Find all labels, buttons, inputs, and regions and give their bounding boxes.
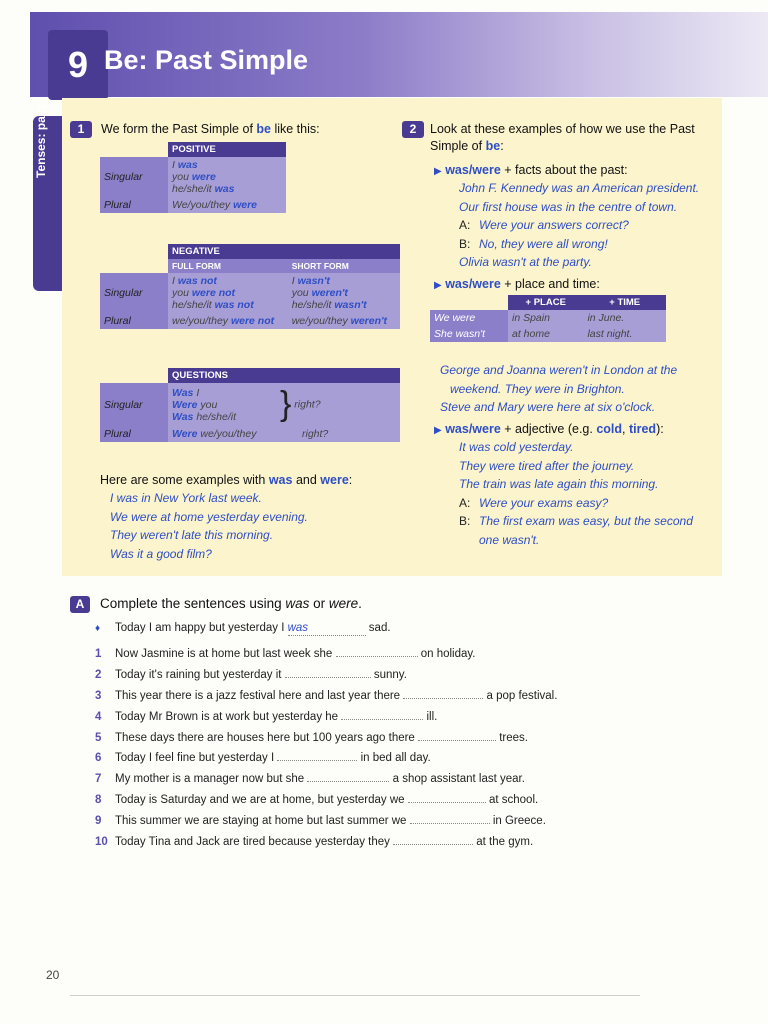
negative-cell: we/you/they weren't	[288, 313, 400, 329]
questions-cell: } right?	[276, 383, 400, 426]
answer-blank[interactable]	[336, 643, 418, 657]
exercise-item	[95, 831, 533, 849]
example-sentence: George and Joanna weren't in London at the	[440, 363, 678, 377]
exercise-item-text: sad.	[365, 622, 391, 634]
exercise-item-text: at the gym.	[473, 836, 534, 848]
exercise-item-text: These days there are houses here but 100 years ago there	[115, 731, 419, 744]
answer-blank[interactable]	[341, 706, 423, 720]
answer-blank[interactable]	[277, 747, 357, 761]
exercise-item	[95, 664, 407, 682]
negative-col-short: SHORT FORM	[288, 259, 400, 273]
example-sentence: Olivia wasn't at the party.	[459, 255, 592, 269]
exercise-item-number: 4	[95, 710, 102, 723]
example-sentence: I was in New York last week.	[110, 491, 262, 505]
exercise-item-text: in bed all day.	[357, 752, 431, 765]
exercise-item	[95, 643, 476, 661]
place-cell: at home	[508, 326, 583, 342]
answer-blank[interactable]	[418, 727, 496, 741]
example-sentence: They were tired after the journey.	[459, 458, 635, 473]
questions-cell: Were we/you/they	[168, 426, 276, 442]
triangle-bullet-icon: ▶	[434, 425, 442, 436]
negative-cell: we/you/they were not	[168, 313, 288, 329]
positive-row-label: Plural	[100, 197, 168, 213]
example-sentence: The train was late again this morning.	[459, 477, 659, 491]
exercise-item-text: in Greece.	[489, 815, 546, 828]
exercise-item	[95, 810, 546, 828]
exercise-a-label: A	[70, 596, 90, 613]
curly-brace-icon: }	[280, 385, 292, 423]
example-sentence: weekend. They were in Brighton.	[450, 381, 625, 396]
questions-cell: Was I Were you Was he/she/it	[168, 383, 276, 426]
chapter-number: 9	[48, 30, 108, 100]
answer-blank[interactable]	[403, 685, 483, 699]
negative-table	[100, 244, 400, 329]
exercise-item	[95, 747, 431, 765]
exercise-item-text: trees.	[496, 731, 528, 744]
exercise-item-number: 6	[95, 752, 102, 765]
exercise-item-number: 1	[95, 647, 102, 660]
exercise-item-text: a pop festival.	[483, 689, 558, 702]
exercise-item	[95, 622, 391, 640]
positive-cell: We/you/they were	[168, 197, 286, 213]
exercise-item	[95, 727, 528, 745]
exercise-a-title: Complete the sentences using was or were.	[100, 596, 362, 611]
exercise-item-text: My mother is a manager now but she	[115, 773, 308, 786]
answer-blank[interactable]	[408, 789, 486, 803]
section-1-intro: We form the Past Simple of be like this:	[101, 122, 320, 136]
positive-cell: I was you were he/she/it was	[168, 157, 286, 197]
section-2-number: 2	[402, 121, 424, 138]
dialog-line: A: Were your answers correct?	[459, 218, 629, 232]
answer-text: was	[287, 622, 309, 634]
positive-table	[100, 142, 286, 213]
dialog-line: B: The first exam was easy, but the second	[459, 514, 693, 528]
negative-row-label: Singular	[100, 273, 168, 313]
exercise-item-text: on holiday.	[417, 647, 476, 660]
questions-row-label: Plural	[100, 426, 168, 442]
exercise-item	[95, 789, 538, 807]
exercise-item	[95, 706, 437, 724]
questions-row-label: Singular	[100, 383, 168, 426]
exercise-item-number: 9	[95, 815, 102, 828]
bullet-place-time: ▶ was/were + place and time:	[434, 277, 600, 291]
answer-blank[interactable]	[285, 664, 371, 678]
dialog-line: B: No, they were all wrong!	[459, 236, 608, 251]
exercise-item-number: 2	[95, 668, 102, 681]
exercise-item-text: ill.	[423, 710, 438, 723]
place-cell: in Spain	[508, 310, 583, 326]
exercise-item-text: This year there is a jazz festival here and last year there	[115, 689, 404, 702]
example-sentence: one wasn't.	[479, 532, 540, 547]
exercise-item-number: 5	[95, 731, 102, 744]
facts-examples	[459, 179, 699, 272]
time-cell: in June.	[583, 310, 666, 326]
chapter-title: Be: Past Simple	[104, 45, 309, 75]
exercise-item-number: ♦	[95, 623, 101, 634]
triangle-bullet-icon: ▶	[434, 166, 442, 177]
example-sentence: John F. Kennedy was an American president.	[459, 181, 700, 195]
bullet-adjective: ▶ was/were + adjective (e.g. cold, tired):	[434, 422, 664, 436]
example-sentence: Our first house was in the centre of town.	[459, 199, 678, 214]
footer-divider	[70, 995, 640, 996]
example-sentence: We were at home yesterday evening.	[110, 509, 308, 524]
questions-cell: right?	[276, 426, 400, 442]
section-1-number: 1	[70, 121, 92, 138]
exercise-item	[95, 685, 557, 703]
place-header: + PLACE	[508, 295, 583, 310]
time-header: + TIME	[583, 295, 666, 310]
place-time-subject: We were	[430, 310, 508, 326]
place-examples	[440, 361, 677, 417]
example-sentence: It was cold yesterday.	[459, 440, 574, 454]
exercise-item-number: 3	[95, 689, 102, 702]
exercise-item-text: sunny.	[370, 668, 407, 681]
example-sentence: Was it a good film?	[110, 546, 212, 561]
exercise-item-text: Now Jasmine is at home but last week she	[115, 647, 336, 660]
answer-blank[interactable]	[288, 622, 366, 636]
exercise-item-text: Today is Saturday and we are at home, but yesterday we	[115, 794, 408, 807]
exercise-item	[95, 768, 525, 786]
exercise-item-number: 7	[95, 773, 102, 786]
exercise-item-text: Today I feel fine but yesterday I	[115, 752, 278, 765]
exercise-item-text: Today Tina and Jack are tired because yesterday they	[115, 836, 394, 848]
exercise-item-text: Today it's raining but yesterday it	[115, 668, 285, 681]
questions-title: QUESTIONS	[168, 368, 400, 383]
example-sentence: They weren't late this morning.	[110, 528, 274, 542]
negative-title: NEGATIVE	[168, 244, 400, 259]
place-time-subject: She wasn't	[430, 326, 508, 342]
side-tab-label: Tenses: past	[34, 105, 48, 178]
adjective-examples	[459, 438, 693, 549]
answer-blank[interactable]	[307, 768, 389, 782]
exercise-item-text: Today I am happy but yesterday I	[115, 622, 288, 634]
section-2-intro: Look at these examples of how we use the Past Simple of be:	[430, 122, 695, 153]
answer-blank[interactable]	[393, 831, 473, 845]
negative-cell: I wasn't you weren't he/she/it wasn't	[288, 273, 400, 313]
exercise-item-number: 10	[95, 836, 108, 848]
dialog-line: A: Were your exams easy?	[459, 495, 609, 510]
answer-blank[interactable]	[410, 810, 490, 824]
place-time-table	[430, 295, 666, 342]
section-1-examples	[110, 489, 308, 563]
negative-cell: I was not you were not he/she/it was not	[168, 273, 288, 313]
negative-row-label: Plural	[100, 313, 168, 329]
exercise-item-text: at school.	[485, 794, 539, 807]
questions-table	[100, 368, 400, 442]
triangle-bullet-icon: ▶	[434, 280, 442, 291]
time-cell: last night.	[583, 326, 666, 342]
exercise-item-text: This summer we are staying at home but last summer we	[115, 815, 410, 828]
positive-title: POSITIVE	[168, 142, 286, 157]
example-sentence: Steve and Mary were here at six o'clock.	[440, 400, 656, 414]
page-number: 20	[46, 968, 60, 982]
exercise-item-text: a shop assistant last year.	[389, 773, 525, 786]
positive-row-label: Singular	[100, 157, 168, 197]
exercise-item-number: 8	[95, 794, 102, 807]
negative-col-full: FULL FORM	[168, 259, 288, 273]
exercise-item-text: Today Mr Brown is at work but yesterday he	[115, 710, 342, 723]
bullet-facts: ▶ was/were + facts about the past:	[434, 163, 628, 177]
examples-intro: Here are some examples with was and were:	[100, 473, 353, 487]
